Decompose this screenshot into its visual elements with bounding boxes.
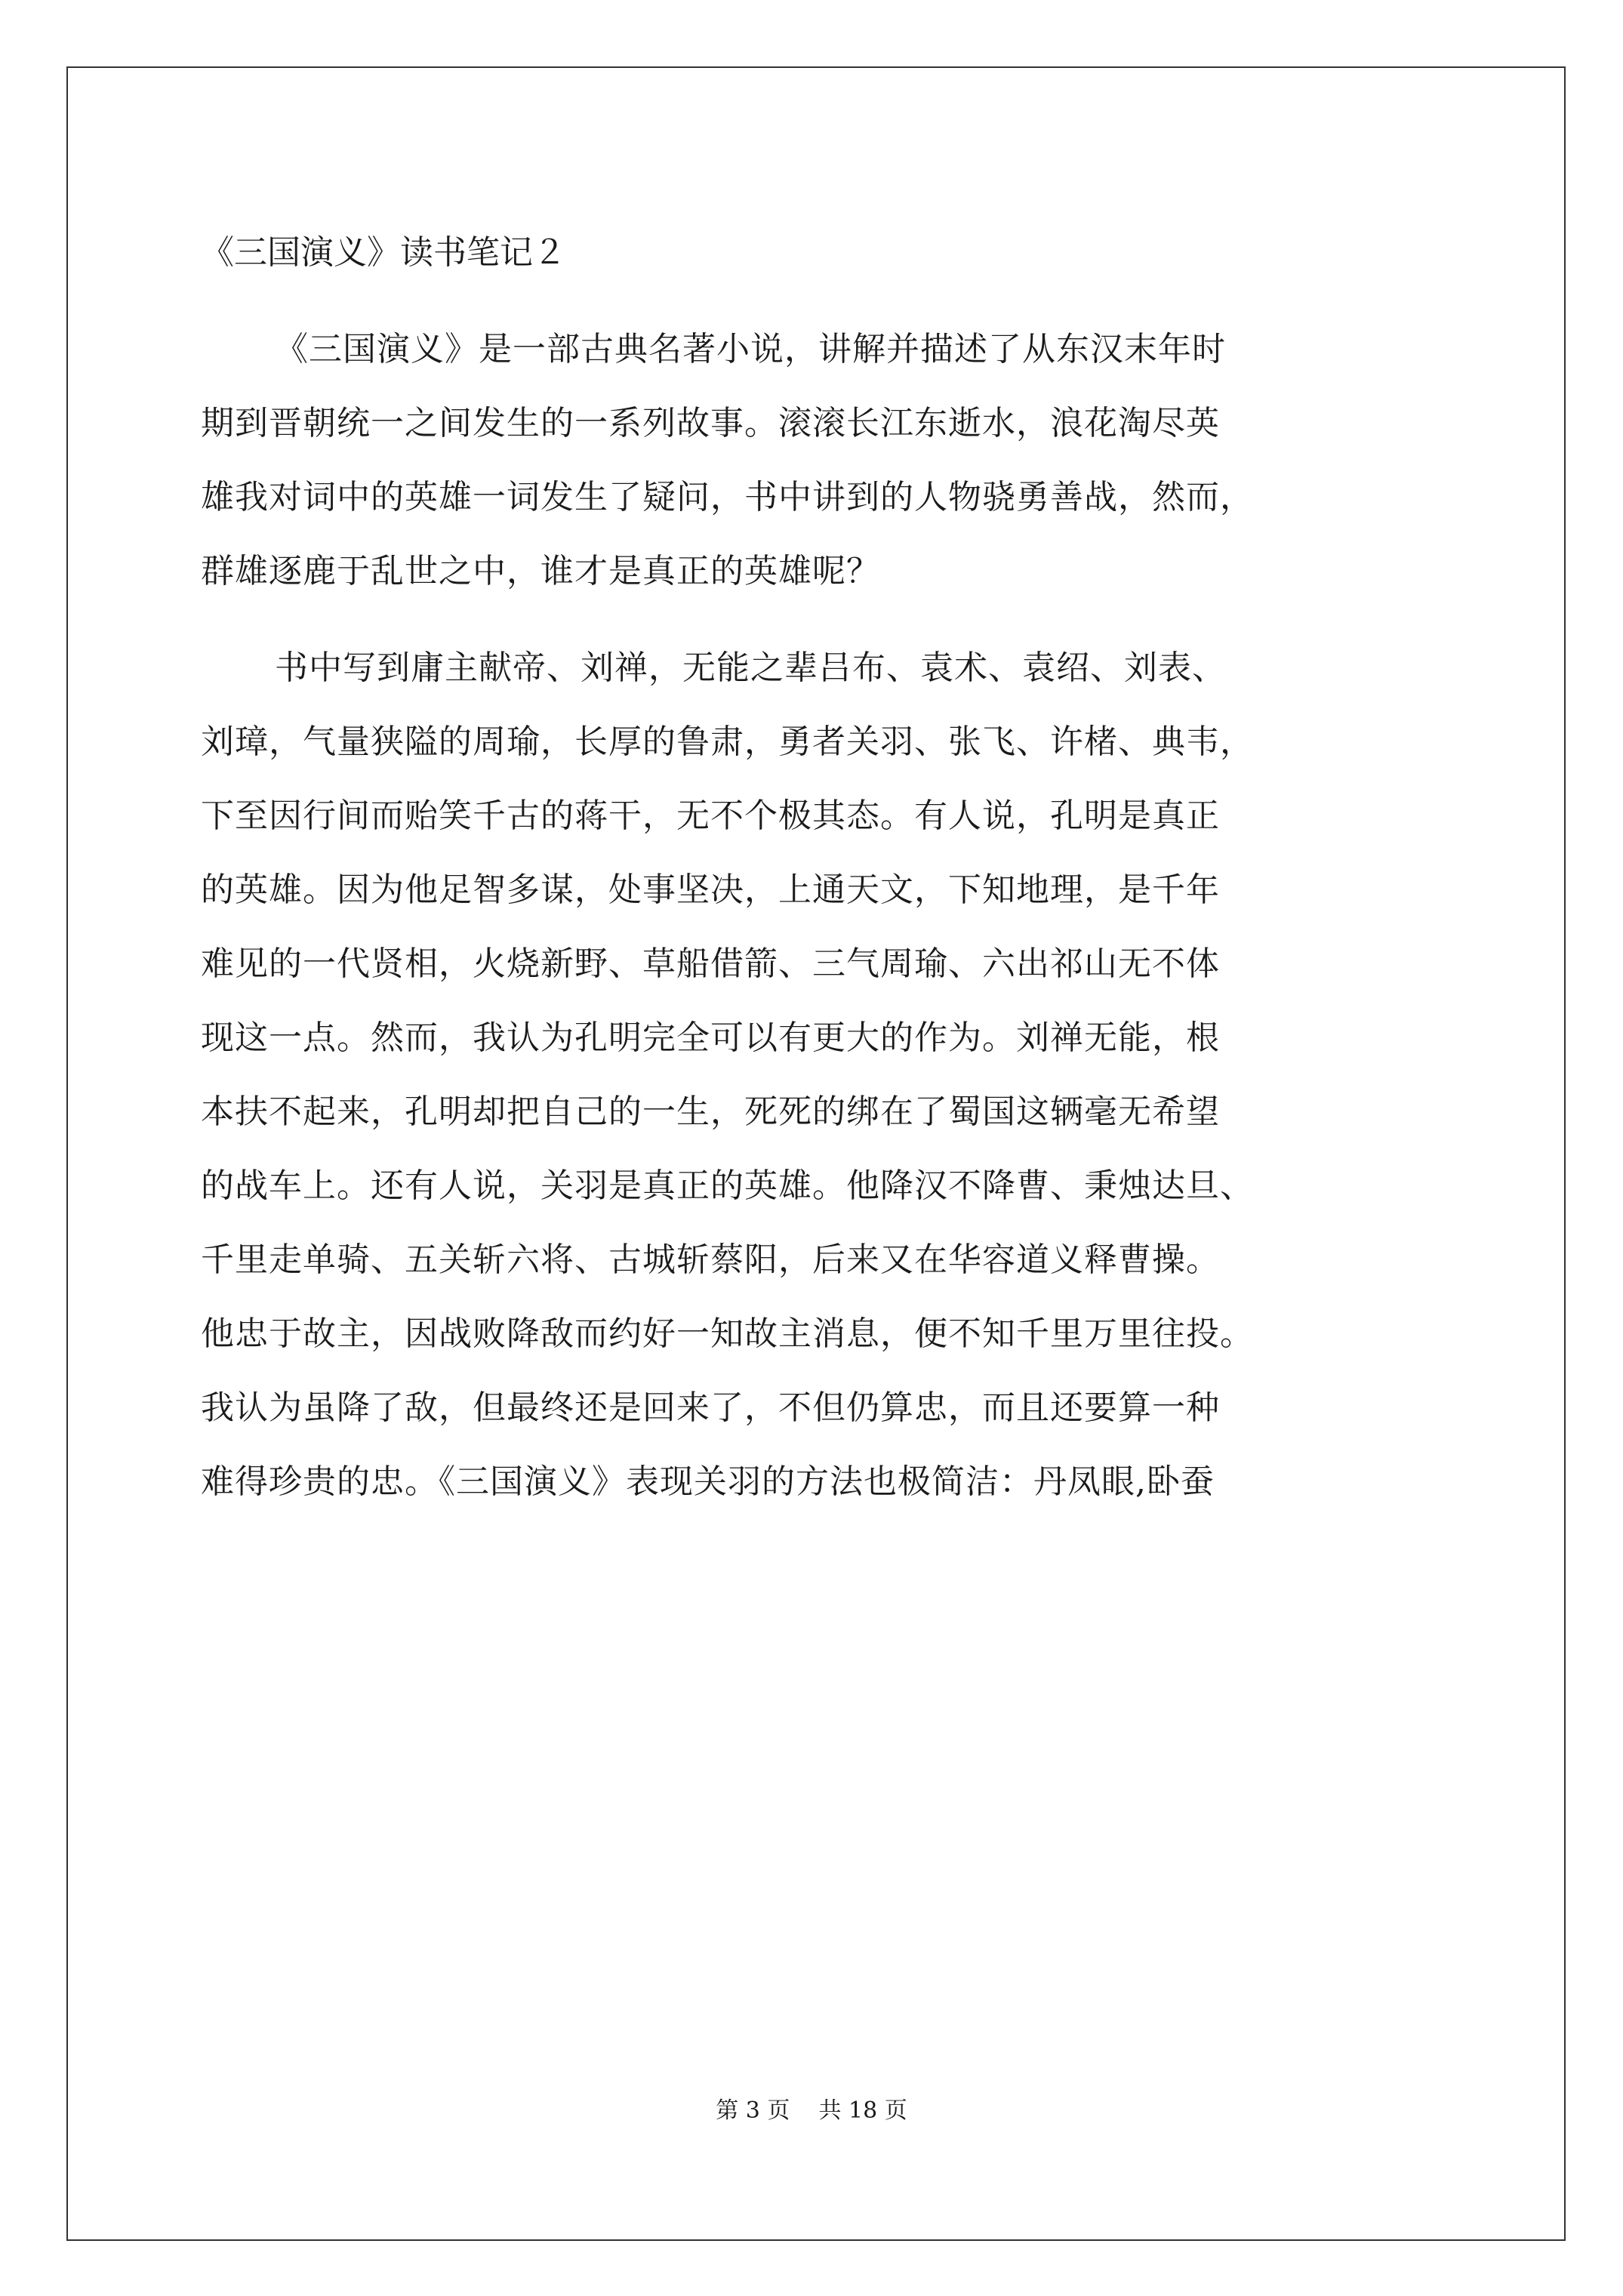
paragraph-line: 的战车上。还有人说，关羽是真正的英雄。他降汉不降曹、秉烛达旦、 bbox=[201, 1166, 1254, 1205]
paragraph-line: 刘璋，气量狭隘的周瑜，长厚的鲁肃，勇者关羽、张飞、许楮、典韦， bbox=[201, 723, 1254, 761]
paragraph-line: 《三国演义》是一部古典名著小说，讲解并描述了从东汉末年时 bbox=[275, 330, 1226, 368]
document-title: 《三国演义》读书笔记２ bbox=[201, 233, 566, 272]
paragraph-line: 群雄逐鹿于乱世之中，谁才是真正的英雄呢？ bbox=[201, 552, 880, 590]
paragraph-line: 的英雄。因为他足智多谋，处事坚决，上通天文，下知地理，是千年 bbox=[201, 871, 1220, 909]
paragraph-line: 难见的一代贤相，火烧新野、草船借箭、三气周瑜、六出祁山无不体 bbox=[201, 945, 1220, 983]
paragraph-line: 期到晋朝统一之间发生的一系列故事。滚滚长江东逝水，浪花淘尽英 bbox=[201, 404, 1220, 442]
paragraph-line: 本扶不起来，孔明却把自己的一生，死死的绑在了蜀国这辆毫无希望 bbox=[201, 1093, 1220, 1131]
paragraph-line: 难得珍贵的忠。《三国演义》表现关羽的方法也极简洁：丹凤眼,卧蚕 bbox=[201, 1462, 1215, 1501]
document-body bbox=[201, 219, 1469, 1519]
paragraph-line: 我认为虽降了敌，但最终还是回来了，不但仍算忠，而且还要算一种 bbox=[201, 1388, 1220, 1427]
paragraph-line: 雄我对词中的英雄一词发生了疑问，书中讲到的人物骁勇善战，然而， bbox=[201, 478, 1254, 516]
paragraph-line: 现这一点。然而，我认为孔明完全可以有更大的作为。刘禅无能，根 bbox=[201, 1019, 1220, 1057]
paragraph-line: 千里走单骑、五关斩六将、古城斩蔡阳，后来又在华容道义释曹操。 bbox=[201, 1240, 1220, 1279]
paragraph-spacer bbox=[201, 609, 1469, 631]
paragraph-1 bbox=[201, 313, 1469, 609]
paragraph-line: 下至因行间而贻笑千古的蒋干，无不个极其态。有人说，孔明是真正 bbox=[201, 797, 1220, 835]
paragraph-2 bbox=[201, 631, 1469, 1519]
paragraph-line: 书中写到庸主献帝、刘禅，无能之辈吕布、袁术、袁绍、刘表、 bbox=[275, 649, 1226, 687]
page-number-footer: 第 3 页 共 18 页 bbox=[716, 2097, 907, 2124]
paragraph-line: 他忠于故主，因战败降敌而约好一知故主消息，便不知千里万里往投。 bbox=[201, 1314, 1254, 1353]
